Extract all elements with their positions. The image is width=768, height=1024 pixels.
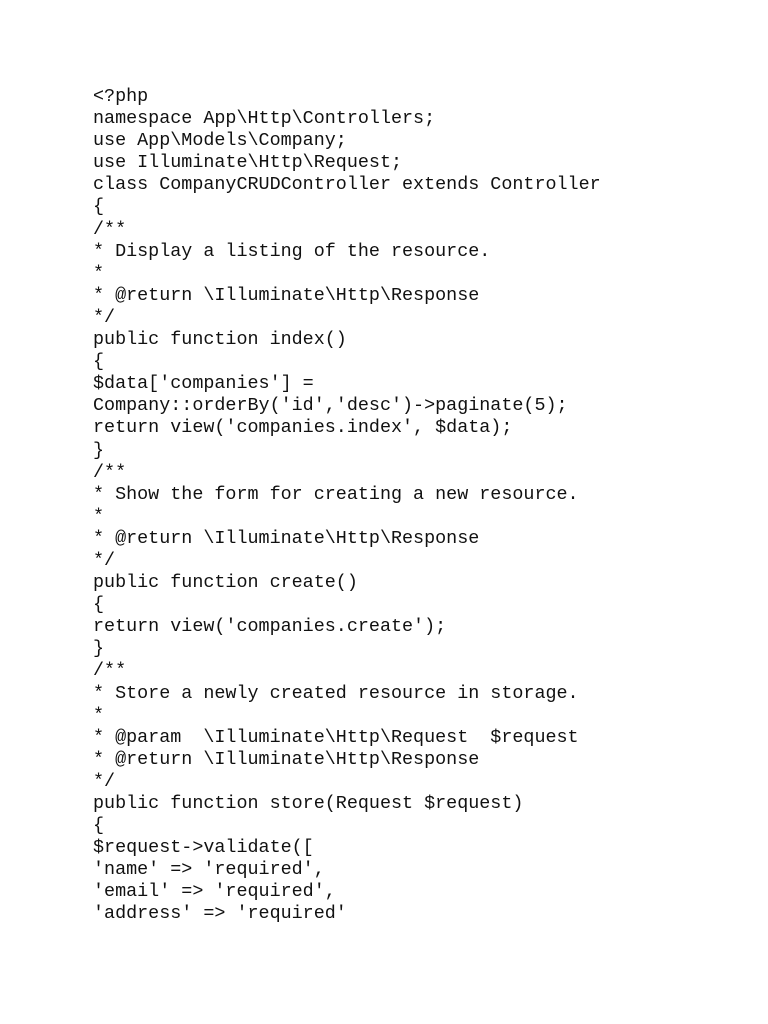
code-line: public function store(Request $request) bbox=[93, 793, 524, 814]
code-line: public function index() bbox=[93, 329, 347, 351]
code-line: * @return \Illuminate\Http\Response bbox=[93, 284, 480, 306]
code-line: { bbox=[93, 196, 105, 218]
code-line: * bbox=[93, 505, 105, 527]
code-line: /** bbox=[93, 461, 127, 483]
code-line: 'address' => 'required' bbox=[93, 903, 347, 925]
code-line: <?php bbox=[93, 86, 149, 107]
code-line: } bbox=[93, 638, 105, 660]
code-line: use Illuminate\Http\Request; bbox=[93, 152, 403, 174]
code-line: * Store a newly created resource in storage. bbox=[93, 682, 579, 704]
code-line: public function create() bbox=[93, 572, 358, 594]
code-line: $data['companies'] = bbox=[93, 373, 314, 395]
code-line: } bbox=[93, 439, 105, 461]
code-line: use App\Models\Company; bbox=[93, 130, 347, 152]
code-line: * @return \Illuminate\Http\Response bbox=[93, 527, 480, 549]
code-line: { bbox=[93, 594, 105, 616]
code-line: class CompanyCRUDController extends Controller bbox=[93, 174, 601, 196]
code-line: { bbox=[93, 815, 105, 837]
code-line: return view('companies.create'); bbox=[93, 616, 447, 638]
code-line: * @return \Illuminate\Http\Response bbox=[93, 748, 480, 770]
code-line: return view('companies.index', $data); bbox=[93, 417, 513, 439]
code-line: */ bbox=[93, 770, 116, 792]
code-line: * @param \Illuminate\Http\Request $request bbox=[93, 726, 579, 748]
code-line: /** bbox=[93, 660, 127, 682]
code-line: /** bbox=[93, 218, 127, 240]
code-line: 'email' => 'required', bbox=[93, 881, 336, 903]
code-line: 'name' => 'required', bbox=[93, 859, 325, 881]
code-line: $request->validate([ bbox=[93, 837, 314, 859]
code-line: Company::orderBy('id','desc')->paginate(5); bbox=[93, 395, 568, 417]
code-line: namespace App\Http\Controllers; bbox=[93, 108, 436, 130]
code-line: { bbox=[93, 351, 105, 373]
code-line: * bbox=[93, 704, 105, 726]
code-line: */ bbox=[93, 549, 116, 571]
code-line: * Display a listing of the resource. bbox=[93, 240, 491, 262]
code-line: */ bbox=[93, 306, 116, 328]
code-listing bbox=[93, 86, 601, 926]
code-line: * bbox=[93, 262, 105, 284]
code-line: * Show the form for creating a new resource. bbox=[93, 483, 579, 505]
